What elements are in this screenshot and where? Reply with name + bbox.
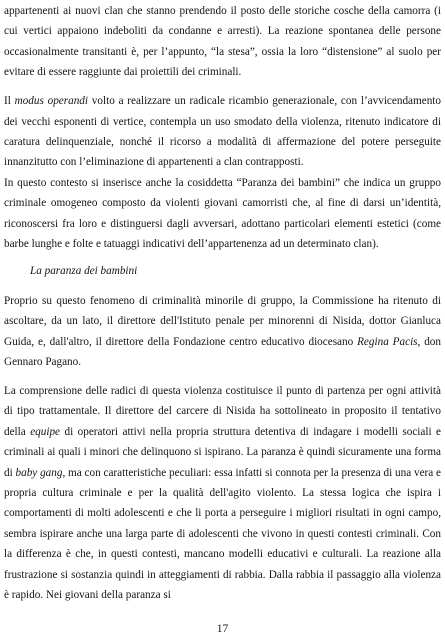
paragraph-4-start: Proprio su questo fenomeno di criminalità minorile di gruppo, la Commissione ha ritenuto di ascoltare, da un lato, il direttore dell'Istituto penale per minorenni di Nisida, dottor Gianluca Guida, e, dall'altro, il direttore della Fondazione centro educativo diocesano xyxy=(4,294,441,348)
paragraph-5-rest: , ma con caratteristiche peculiari: essa infatti si connota per la presenza di una vera e propria cultura criminale e per la qualità dell'agito violento. La stessa logica che ispira i comportamenti di molti adolescenti e che li porta a perseguire i migliori risultati in ogni campo, sembra ispirare anche una larga parte di adolescenti che vivono in questi contesti criminali. Con la differenza è che, in questi contesti, mancano modelli educativi e culturali. La reazione alla frustrazione si sostanzia quindi in atteggiamenti di rabbia. Dalla rabbia il passaggio alla violenza è rapido. Nei giovani della paranza si xyxy=(4,466,441,601)
italic-baby-gang: baby gang xyxy=(15,466,63,479)
italic-modus-operandi: modus operandi xyxy=(14,95,89,108)
page-number: 17 xyxy=(216,623,229,635)
paragraph-2 xyxy=(4,91,441,173)
paragraph-1: appartenenti ai nuovi clan che stanno prendendo il posto delle storiche cosche della camorra (i cui vertici appaiono indeboliti da condanne e arresti). La reazione spontanea delle persone occasionalmente transitanti è, per l’appunto, “la stesa”, ossia la loro “distensione” al suolo per evitare di essere raggiunte dai proiettili dei criminali. xyxy=(4,5,441,79)
paragraph-3: In questo contesto si inserisce anche la cosiddetta “Paranza dei bambini” che indica un gruppo criminale omogeneo composto da violenti giovani camorristi che, al fine di darsi un’identità, riconoscersi fra loro e distinguersi dagli avversari, adottano particolari elementi estetici (come barbe lunghe e folte e tatuaggi indicativi dell’appartenenza ad un determinato clan). xyxy=(4,176,441,250)
paragraph-5-start: La comprensione delle radici di questa violenza costituisce il punto di partenza per ogni attività di tipo trattamentale. Il direttore del carcere di Nisida ha sottolineato in proposito il tentativo della xyxy=(4,384,441,438)
italic-regina-pacis: Regina Pacis xyxy=(357,335,418,348)
paragraph-4-rest: , don Gennaro Pagano. xyxy=(4,335,441,368)
paragraph-5-middle: di operatori attivi nella propria struttura detentiva di indagare i modelli sociali e criminali ai quali i minori che delinquono si ispirano. La paranza è quindi sicuramente una forma di xyxy=(4,425,441,479)
paragraph-5 xyxy=(4,381,441,605)
paragraph-2-rest: volto a realizzare un radicale ricambio generazionale, con l’avvicendamento dei vecchi esponenti di vertice, contempla un uso smodato della violenza, ritenuto indicatore di caratura delinquenziale, nonché il ricorso a modalità di affermazione del potere perseguite innanzitutto con l’eliminazione di appartenenti a clan contrapposti. xyxy=(4,95,441,169)
paragraph-2-start: Il xyxy=(4,95,15,108)
paragraph-4 xyxy=(4,291,441,373)
section-heading: La paranza dei bambini xyxy=(30,265,138,278)
italic-equipe: equipe xyxy=(30,425,61,438)
